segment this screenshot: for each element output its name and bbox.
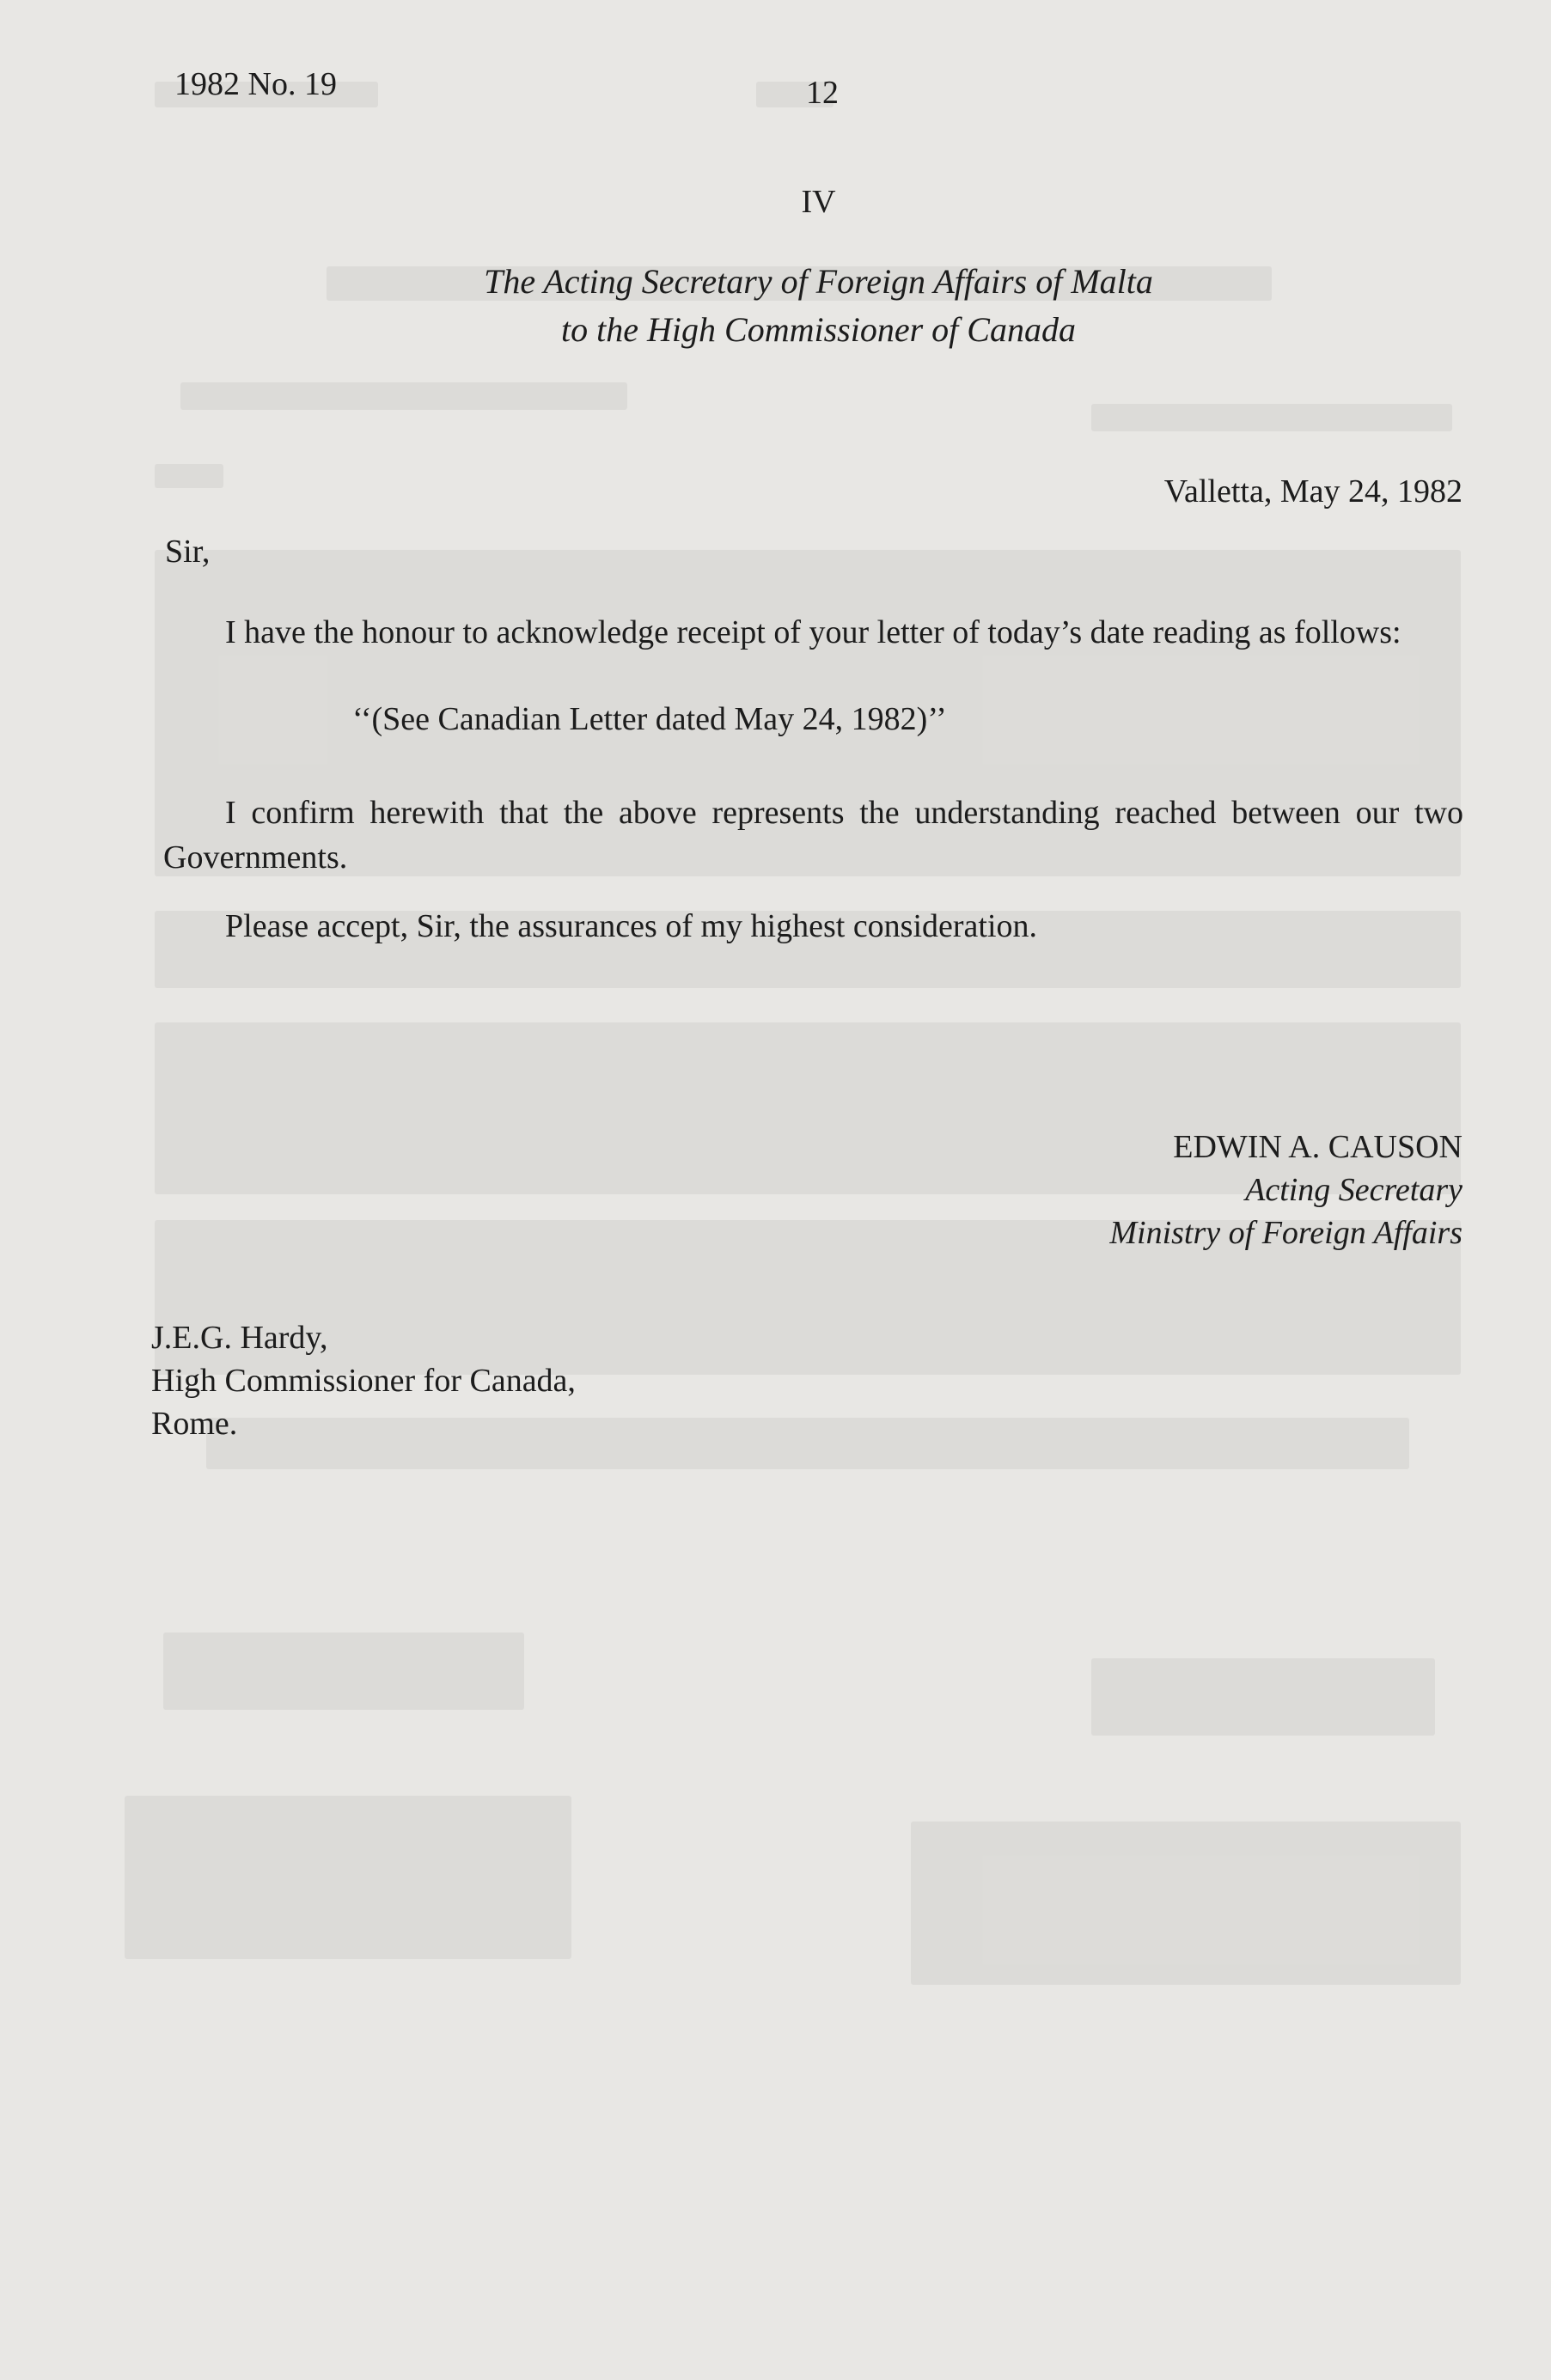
paragraph-acknowledgement: I have the honour to acknowledge receipt of your letter of today’s date reading as follows: xyxy=(225,614,1401,650)
title-line-2: to the High Commissioner of Canada xyxy=(561,310,1076,349)
addressee-block xyxy=(151,1316,576,1445)
letter-title xyxy=(0,258,1551,354)
signatory-title: Acting Secretary xyxy=(1245,1172,1462,1208)
addressee-name: J.E.G. Hardy, xyxy=(151,1320,328,1356)
page-number: 12 xyxy=(806,75,839,111)
paragraph-confirmation: I confirm herewith that the above represents the understanding reached between our two Governments. xyxy=(163,795,1463,876)
section-number: IV xyxy=(801,184,836,220)
place-and-date: Valletta, May 24, 1982 xyxy=(1163,473,1462,510)
salutation: Sir, xyxy=(165,534,211,570)
document-number: 1982 No. 19 xyxy=(174,66,337,102)
signatory-ministry: Ministry of Foreign Affairs xyxy=(1109,1215,1462,1251)
addressee-title: High Commissioner for Canada, xyxy=(151,1363,576,1399)
paragraph-closing: Please accept, Sir, the assurances of my highest consideration. xyxy=(225,908,1038,944)
signature-block xyxy=(1109,1126,1462,1254)
addressee-city: Rome. xyxy=(151,1406,238,1442)
quoted-reference: ‘‘(See Canadian Letter dated May 24, 1982)’’ xyxy=(352,701,947,737)
title-line-1: The Acting Secretary of Foreign Affairs of Malta xyxy=(484,262,1153,301)
signatory-name: EDWIN A. CAUSON xyxy=(1173,1129,1462,1165)
